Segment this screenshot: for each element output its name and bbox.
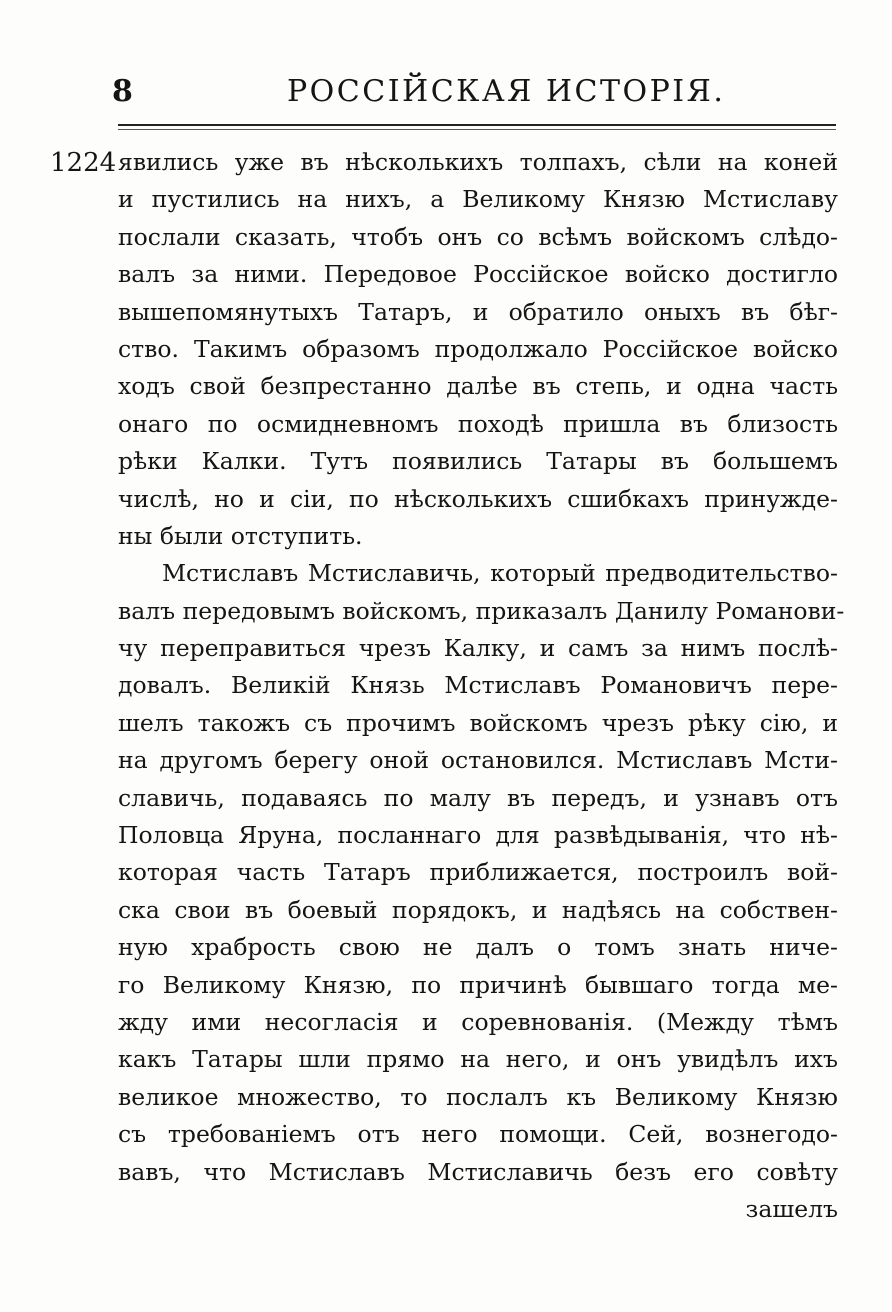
text-line: довалъ. Великій Князь Мстиславъ Романовичъ пере- [118, 671, 838, 700]
text-line: какъ Татары шли прямо на него, и онъ увидѣлъ ихъ [118, 1045, 838, 1074]
text-line: вавъ, что Мстиславъ Мстиславичь безъ его совѣту [118, 1157, 838, 1186]
header-rule [118, 124, 836, 126]
text-line: валъ передовымъ войскомъ, приказалъ Данилу Романови- [118, 596, 845, 625]
text-line: ство. Такимъ образомъ продолжало Россійское войско [118, 334, 838, 363]
body-text [118, 144, 845, 1228]
paragraph-start-line: Мстиславъ Мстиславичь, который предводительство- [162, 559, 838, 588]
text-line: онаго по осмидневномъ походѣ пришла въ близость [118, 409, 838, 438]
text-line: жду ими несогласія и соревнованія. (Между тѣмъ [118, 1007, 838, 1036]
text-line: которая часть Татаръ приближается, построилъ вой- [118, 858, 838, 887]
text-line: рѣки Калки. Тутъ появились Татары въ большемъ [118, 447, 838, 476]
text-line: ную храбрость свою не далъ о томъ знать ниче- [118, 933, 838, 962]
text-line: славичь, подаваясь по малу въ передъ, и узнавъ отъ [118, 783, 838, 812]
text-line: го Великому Князю, по причинѣ бывшаго тогда ме- [118, 970, 838, 999]
text-line: на другомъ берегу оной остановился. Мстиславъ Мсти- [118, 746, 838, 775]
text-line: послали сказать, чтобъ онъ со всѣмъ войскомъ слѣдо- [118, 222, 838, 251]
margin-year-note: 1224 [50, 148, 117, 178]
text-line: съ требованіемъ отъ него помощи. Сей, вознегодо- [118, 1120, 838, 1149]
header-rule-thin [118, 129, 836, 130]
text-line: ходъ свой безпрестанно далѣе въ степь, и одна часть [118, 372, 838, 401]
text-line: Половца Яруна, посланнаго для развѣдыванія, что нѣ- [118, 821, 838, 850]
text-line: ска свои въ боевый порядокъ, и надѣясь на собствен- [118, 895, 838, 924]
text-line: вышепомянутыхъ Татаръ, и обратило оныхъ въ бѣг- [118, 297, 838, 326]
text-line: шелъ такожъ съ прочимъ войскомъ чрезъ рѣку сію, и [118, 708, 838, 737]
text-line: валъ за ними. Передовое Россійское войско достигло [118, 260, 838, 289]
catchword: зашелъ [745, 1194, 838, 1223]
running-title: РОССІЙСКАЯ ИСТОРІЯ. [287, 74, 726, 109]
text-line: явились уже въ нѣсколькихъ толпахъ, сѣли на коней [118, 148, 838, 176]
page-number: 8 [112, 74, 133, 109]
text-line: числѣ, но и сіи, по нѣсколькихъ сшибкахъ принужде- [118, 484, 838, 513]
text-line: чу переправиться чрезъ Калку, и самъ за нимъ послѣ- [118, 634, 838, 663]
page-header [0, 0, 892, 130]
text-line: и пустились на нихъ, а Великому Князю Мстиславу [118, 185, 838, 214]
text-line: великое множество, то послалъ къ Великому Князю [118, 1082, 838, 1111]
text-line: ны были отступить. [118, 521, 363, 550]
